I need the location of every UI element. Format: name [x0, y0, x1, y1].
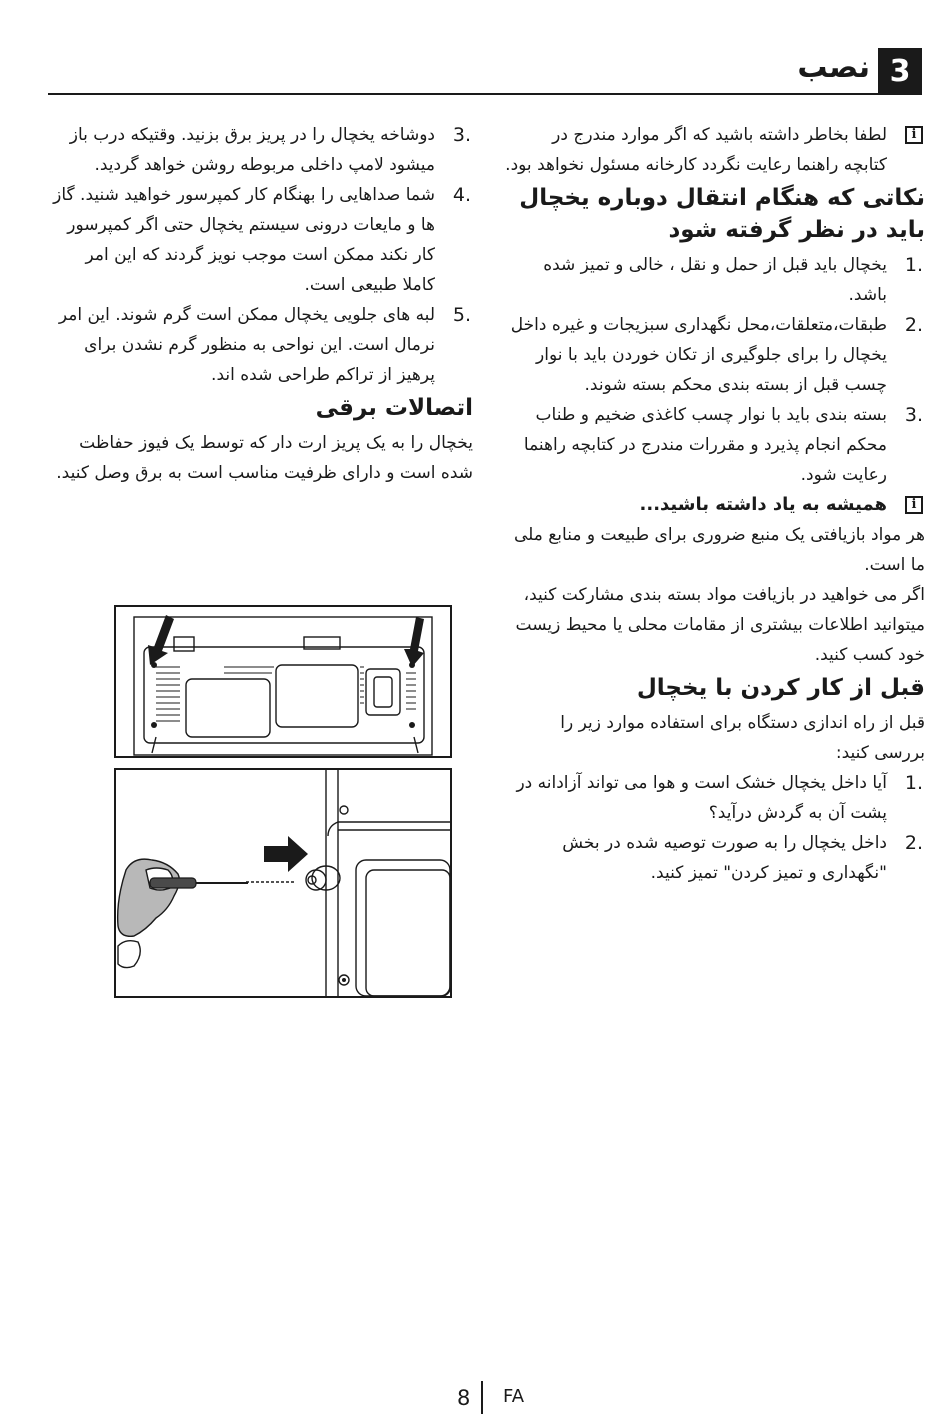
info-icon: i [905, 126, 923, 144]
list-number: 3. [452, 124, 471, 146]
info-icon: i [905, 496, 923, 514]
screwdriver-illustration [114, 768, 452, 998]
list-item-text: یخچال باید قبل از حمل و نقل ، خالی و تمیز شده باشد. [543, 255, 887, 305]
list-item-text: طبقات،متعلقات،محل نگهداری سبزیجات و غیره داخل یخچال را برای جلوگیری از تکان خوردن باید با نوار چسب قبل از بسته بندی محکم بسته شوند. [510, 315, 887, 395]
list-item [505, 768, 925, 828]
section-heading-before-use: قبل از کار کردن با یخچال [636, 675, 925, 701]
list-number: 2. [904, 314, 923, 336]
list-number: 2. [904, 832, 923, 854]
before-use-intro: قبل از راه اندازی دستگاه برای استفاده موارد زیر را بررسی کنید: [560, 713, 925, 763]
language-code: FA [503, 1386, 525, 1407]
section-heading-electrical: اتصالات برقی [315, 395, 473, 421]
transport-list [505, 250, 925, 490]
list-item-text: آیا داخل یخچال خشک است و هوا می تواند آزادانه در پشت آن به گردش درآید؟ [516, 773, 887, 823]
list-item-text: داخل یخچال را به صورت توصیه شده در بخش "نگهداری و تمیز کردن" تمیز کنید. [562, 833, 887, 883]
list-item [505, 828, 925, 888]
list-item [505, 250, 925, 310]
recycling-paragraph: هر مواد بازیافتی یک منبع ضروری برای طبیعت و منابع ملی ما است. [513, 525, 925, 575]
footer-divider [481, 1381, 483, 1414]
info-note-text: لطفا بخاطر داشته باشید که اگر موارد مندرج در کتابچه راهنما رعایت نگردد کارخانه مسئول نخواهد بود. [505, 125, 887, 175]
section-heading-transport: نکاتی که هنگام انتقال دوباره یخچال باید در نظر گرفته شود [519, 185, 925, 243]
list-item-text: شما صداهایی را بهنگام کار کمپرسور خواهید شنید. گاز ها و مایعات درونی سیستم یخچال حتی اگر کمپرسور کار نکند ممکن است موجب نویز گردند که این امر کاملا طبیعی است. [53, 185, 435, 295]
header-divider [48, 93, 922, 95]
startup-list [48, 120, 473, 390]
list-number: 4. [452, 184, 471, 206]
list-number: 1. [904, 254, 923, 276]
page-number: 8 [457, 1386, 471, 1410]
electrical-paragraph: یخچال را به یک پریز ارت دار که توسط یک فیوز حفاظت شده است و دارای ظرفیت مناسب است به برق وصل کنید. [56, 433, 473, 483]
list-number: 1. [904, 772, 923, 794]
list-item [505, 310, 925, 400]
left-column [48, 120, 473, 488]
list-item-text: بسته بندی باید با نوار چسب کاغذی ضخیم و طناب محکم انجام پذیرد و مقررات مندرج در کتابچه راهنما رعایت شود. [523, 405, 887, 485]
recycling-paragraph: اگر می خواهید در بازیافت مواد بسته بندی مشارکت کنید، میتوانید اطلاعات بیشتری از مقامات محلی یا محیط زیست خود کسب کنید. [515, 585, 925, 665]
chapter-number: 3 [878, 48, 922, 94]
right-column [505, 120, 925, 888]
list-number: 5. [452, 304, 471, 326]
before-use-list [505, 768, 925, 888]
list-number: 3. [904, 404, 923, 426]
recycling-note-title: همیشه به یاد داشته باشید... [639, 494, 887, 515]
list-item [505, 400, 925, 490]
list-item [48, 300, 473, 390]
list-item-text: دوشاخه یخچال را در پریز برق بزنید. وقتیکه درب باز میشود لامپ داخلی مربوطه روشن خواهد گردید. [69, 125, 435, 175]
info-note-recycling [505, 490, 925, 520]
fridge-back-illustration [114, 605, 452, 758]
list-item [48, 180, 473, 300]
list-item-text: لبه های جلویی یخچال ممکن است گرم شوند. این امر نرمال است. این نواحی به منظور گرم نشدن برای پرهیز از تراکم طراحی شده اند. [58, 305, 435, 385]
list-item [48, 120, 473, 180]
info-note [505, 120, 925, 180]
chapter-title: نصب [797, 50, 870, 85]
